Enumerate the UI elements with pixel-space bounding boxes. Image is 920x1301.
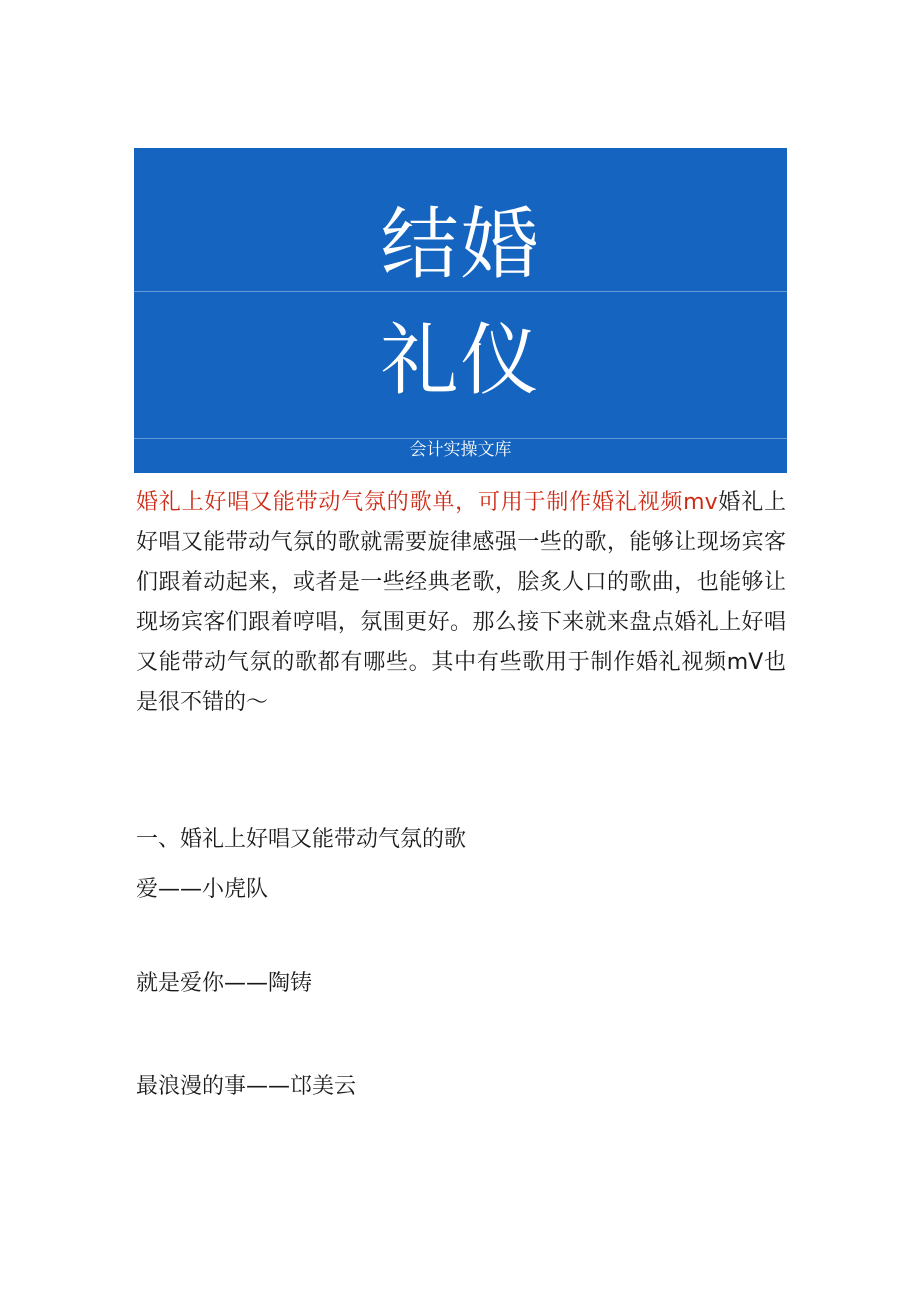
song-item: 最浪漫的事——邙美云 (136, 1074, 357, 1099)
intro-body: 婚礼上好唱又能带动气氛的歌就需要旋律感强一些的歌，能够让现场宾客们跟着动起来，或者是一些经典老歌，脍炙人口的歌曲，也能够让现场宾客们跟着哼唱，氛围更好。那么接下来就来盘点婚礼上好唱又能带动气氛的歌都有哪些。其中有些歌用于制作婚礼视频mV也是很不错的〜 (136, 490, 786, 715)
cover-title-line2: 礼仪 (380, 316, 541, 406)
cover-banner (134, 148, 787, 473)
cover-divider-top (134, 291, 787, 292)
cover-subtitle: 会计实操文库 (409, 440, 512, 460)
song-item: 就是爱你——陶铸 (136, 971, 313, 996)
song-item: 爱——小虎队 (136, 877, 269, 902)
cover-title-line1: 结婚 (380, 200, 541, 290)
intro-highlight: 婚礼上好唱又能带动气氛的歌单，可用于制作婚礼视频mv (136, 490, 718, 515)
intro-paragraph (136, 483, 786, 723)
section-heading: 一、婚礼上好唱又能带动气氛的歌 (136, 827, 467, 852)
